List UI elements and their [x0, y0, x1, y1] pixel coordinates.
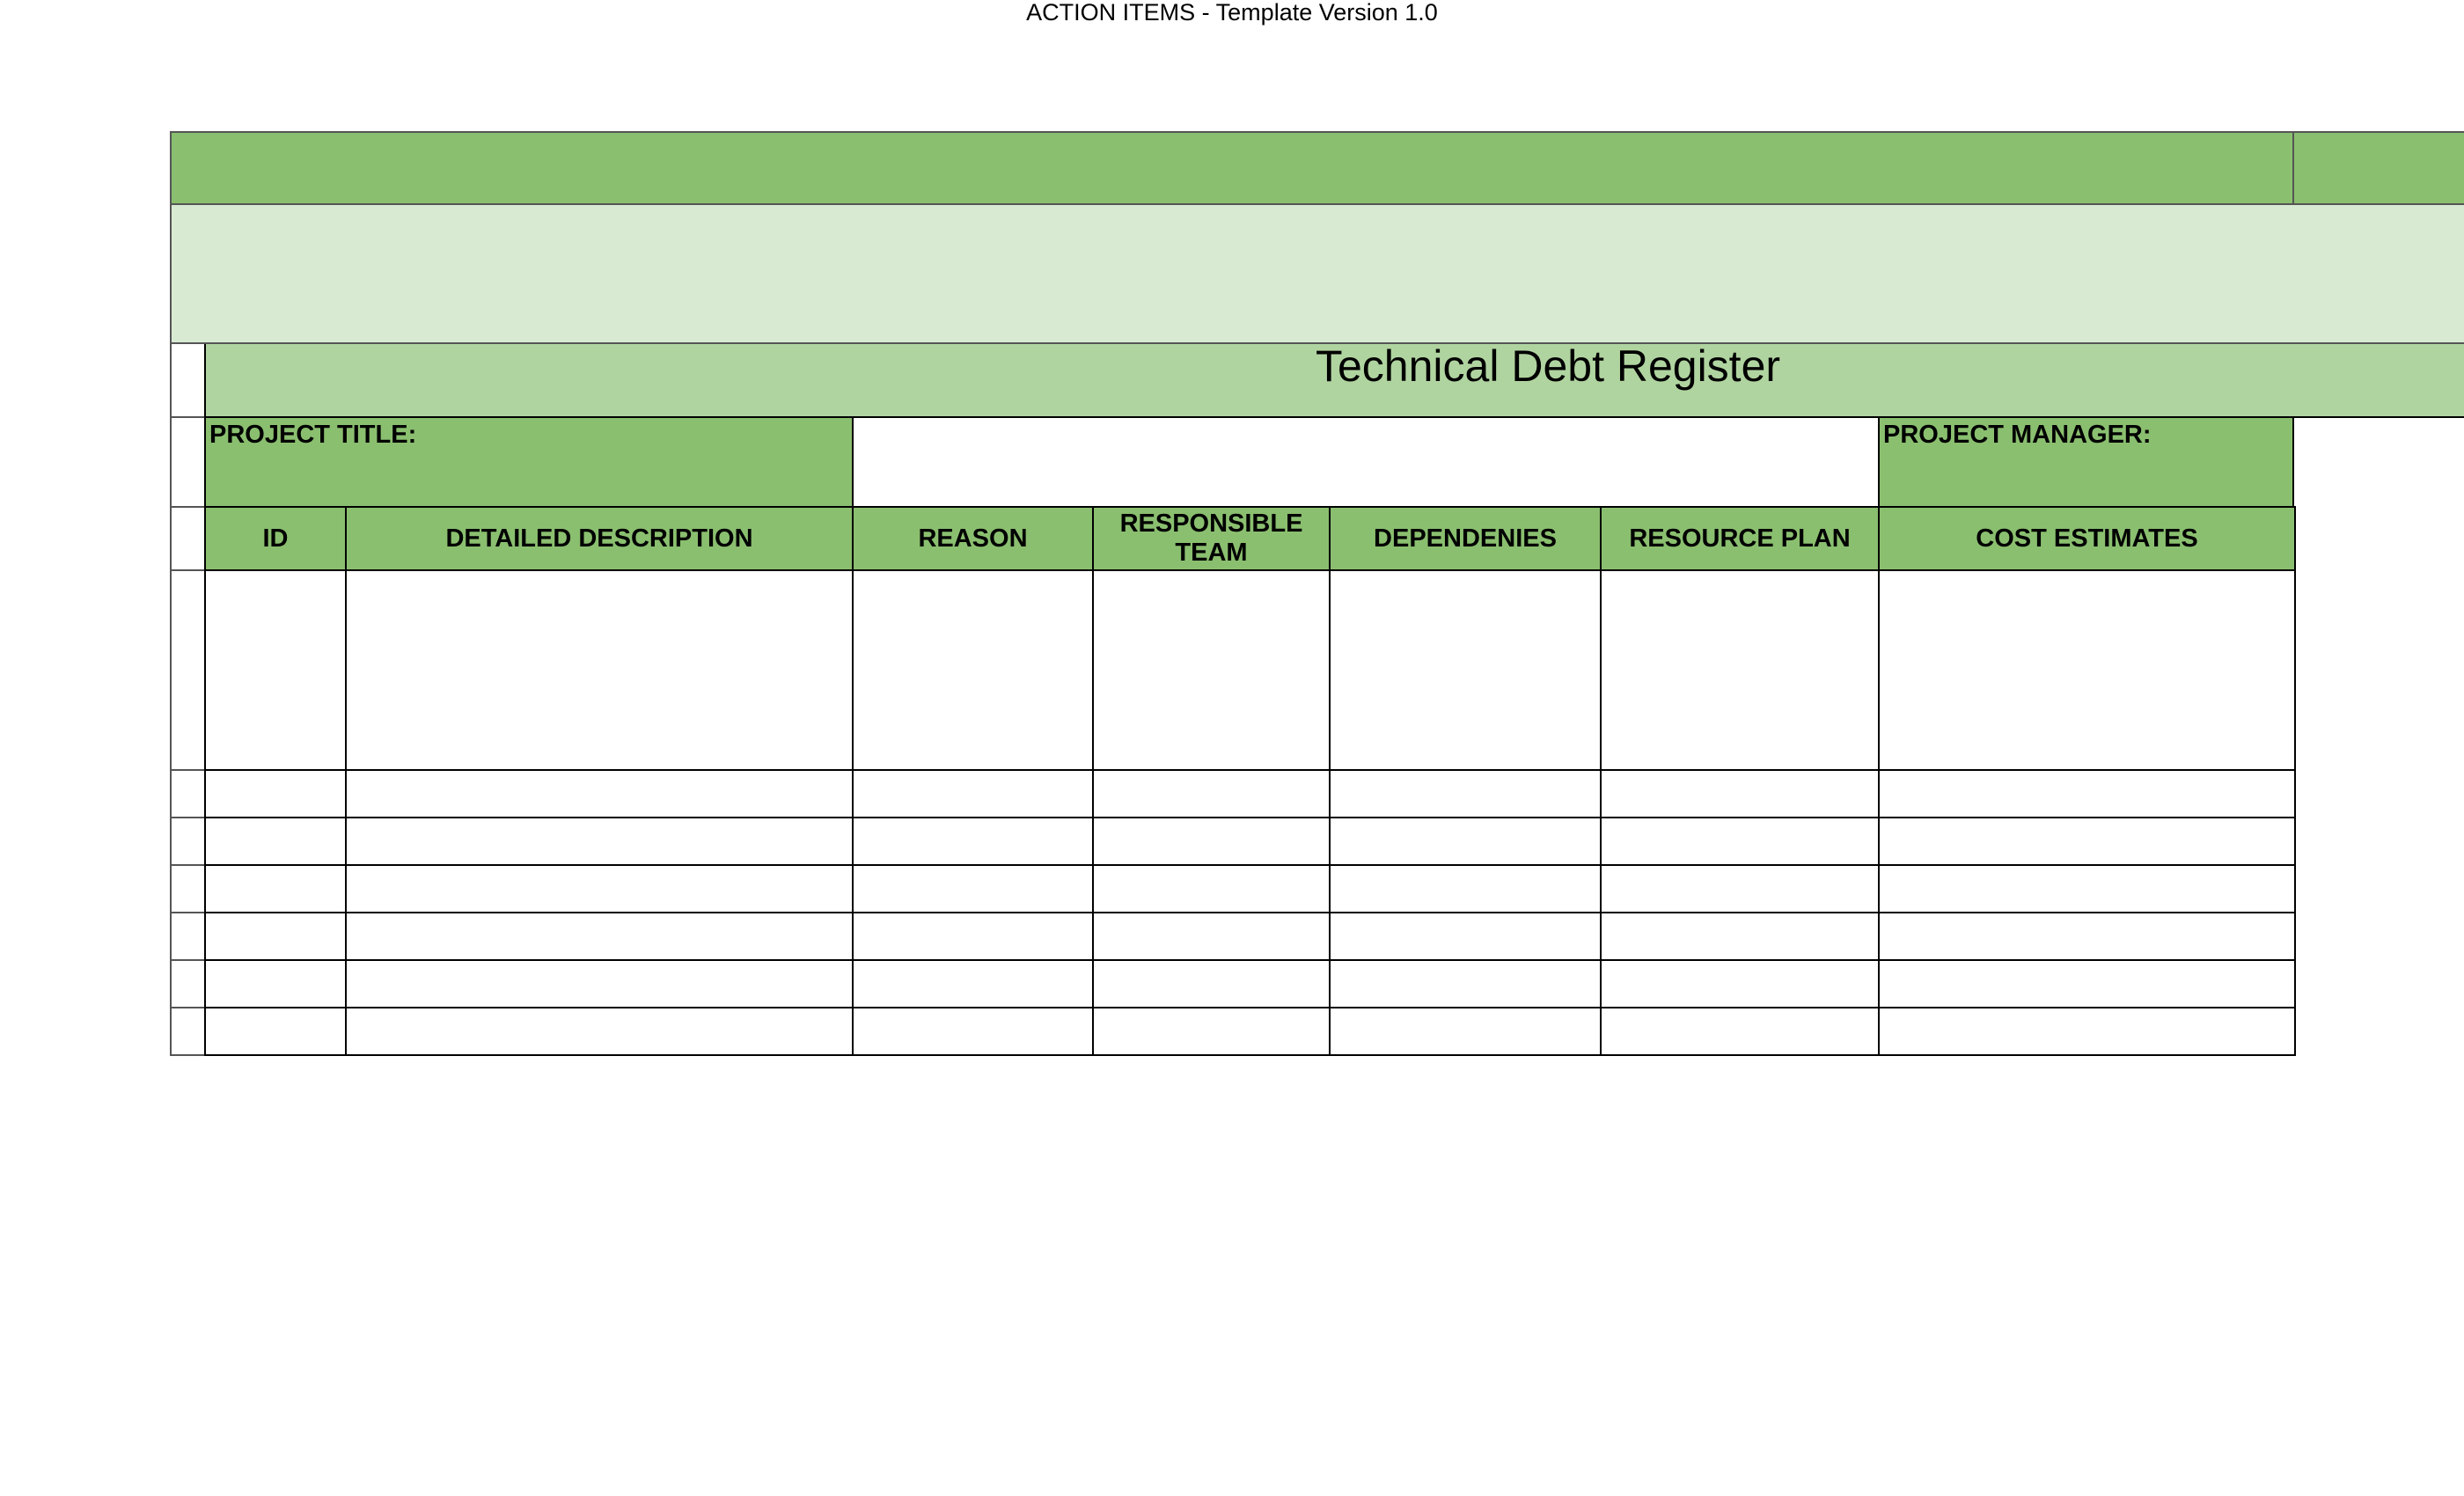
gutter-line [170, 416, 206, 418]
table-cell[interactable] [1092, 769, 1331, 818]
column-header: RESOURCE PLAN [1600, 506, 1880, 571]
table-cell[interactable] [204, 1007, 347, 1056]
row-gutter [170, 344, 206, 1054]
table-cell[interactable] [345, 1007, 854, 1056]
table-cell[interactable] [1329, 569, 1602, 771]
table-cell[interactable] [1600, 569, 1880, 771]
table-cell[interactable] [1092, 1007, 1331, 1056]
table-cell[interactable] [1092, 569, 1331, 771]
table-cell[interactable] [345, 959, 854, 1008]
table-cell[interactable] [345, 769, 854, 818]
table-cell[interactable] [204, 817, 347, 866]
column-header: REASON [852, 506, 1094, 571]
table-cell[interactable] [1329, 912, 1602, 961]
table-cell[interactable] [852, 769, 1094, 818]
table-cell[interactable] [852, 817, 1094, 866]
table-cell[interactable] [1092, 912, 1331, 961]
table-cell[interactable] [852, 569, 1094, 771]
table-cell[interactable] [852, 864, 1094, 913]
table-cell[interactable] [345, 569, 854, 771]
table-cell[interactable] [1878, 817, 2296, 866]
table-cell[interactable] [1329, 959, 1602, 1008]
column-header: RESPONSIBLE TEAM [1092, 506, 1331, 571]
table-cell[interactable] [1092, 817, 1331, 866]
table-cell[interactable] [852, 1007, 1094, 1056]
table-cell[interactable] [1329, 817, 1602, 866]
table-cell[interactable] [1600, 1007, 1880, 1056]
table-cell[interactable] [345, 912, 854, 961]
table-cell[interactable] [345, 817, 854, 866]
table-cell[interactable] [204, 769, 347, 818]
column-header: DETAILED DESCRIPTION [345, 506, 854, 571]
project-manager-label: PROJECT MANAGER: [1878, 416, 2294, 508]
table-cell[interactable] [204, 912, 347, 961]
project-title-label: PROJECT TITLE: [204, 416, 854, 508]
table-cell[interactable] [1600, 817, 1880, 866]
table-cell[interactable] [345, 864, 854, 913]
gutter-line [170, 1007, 206, 1008]
table-cell[interactable] [1600, 912, 1880, 961]
gutter-line [170, 1054, 206, 1056]
table-cell[interactable] [1600, 769, 1880, 818]
header-band-light [170, 205, 2464, 344]
table-cell[interactable] [204, 864, 347, 913]
table-cell[interactable] [1092, 959, 1331, 1008]
header-band-dark [170, 131, 2464, 205]
table-cell[interactable] [204, 959, 347, 1008]
column-header: ID [204, 506, 347, 571]
column-header: COST ESTIMATES [1878, 506, 2296, 571]
gutter-line [170, 959, 206, 961]
table-cell[interactable] [1600, 864, 1880, 913]
table-cell[interactable] [1600, 959, 1880, 1008]
gutter-line [170, 817, 206, 818]
table-cell[interactable] [852, 959, 1094, 1008]
table-cell[interactable] [852, 912, 1094, 961]
table-cell[interactable] [1092, 864, 1331, 913]
table-cell[interactable] [1878, 1007, 2296, 1056]
table-cell[interactable] [1878, 864, 2296, 913]
table-cell[interactable] [1329, 864, 1602, 913]
gutter-line [170, 912, 206, 913]
gutter-line [170, 864, 206, 866]
table-cell[interactable] [1878, 569, 2296, 771]
register-title: Technical Debt Register [1316, 341, 1781, 391]
table-cell[interactable] [1878, 769, 2296, 818]
table-cell[interactable] [204, 569, 347, 771]
project-title-field[interactable] [852, 416, 1880, 508]
gutter-line [170, 769, 206, 771]
gutter-line [170, 569, 206, 571]
column-header: DEPENDENIES [1329, 506, 1602, 571]
page-header: ACTION ITEMS - Template Version 1.0 [1026, 0, 1438, 26]
table-cell[interactable] [1878, 912, 2296, 961]
gutter-line [170, 506, 206, 508]
table-cell[interactable] [1878, 959, 2296, 1008]
table-cell[interactable] [1329, 769, 1602, 818]
table-cell[interactable] [1329, 1007, 1602, 1056]
